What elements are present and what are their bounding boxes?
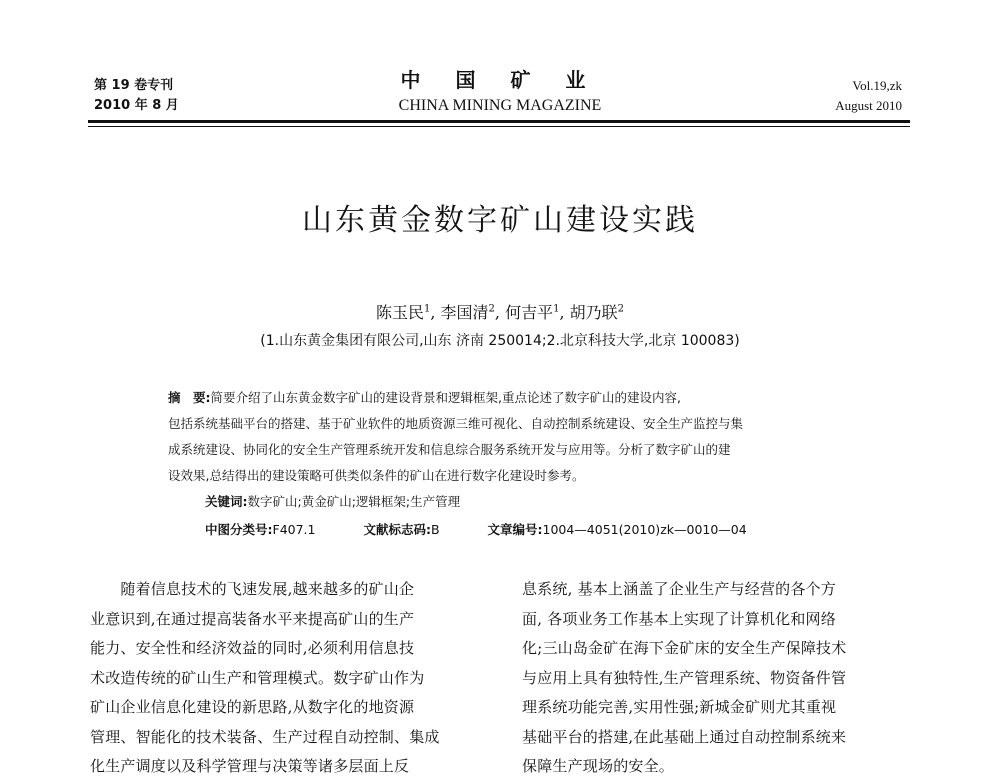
author-name: 何吉平 [505, 303, 554, 322]
author-name: 胡乃联 [569, 303, 618, 322]
author-name: 李国清 [440, 303, 489, 322]
keywords-value: 数字矿山;黄金矿山;逻辑框架;生产管理 [247, 494, 461, 509]
clc-value: F407.1 [272, 522, 316, 537]
body-line: 息系统, 基本上涵盖了企业生产与经营的各个方 [522, 580, 836, 598]
author-name: 陈玉民 [375, 303, 424, 322]
keywords [205, 492, 460, 510]
body-line: 能力、安全性和经济效益的同时,必须利用信息技 [90, 639, 415, 657]
doc-code-label: 文献标志码: [363, 522, 431, 537]
date-label-en: August 2010 [835, 98, 902, 113]
body-line: 理系统功能完善,实用性强;新城金矿则尤其重视 [522, 698, 837, 716]
body-line: 管理、智能化的技术装备、生产过程自动控制、集成 [90, 727, 440, 746]
journal-title [350, 64, 650, 115]
article-number-value: 1004—4051(2010)zk—0010—04 [542, 522, 747, 537]
body-line: 与应用上具有独特性,生产管理系统、物资备件管 [522, 668, 847, 687]
date-label: 2010 年 8 月 [94, 98, 179, 113]
body-line: 矿山企业信息化建设的新思路,从数字化的地资源 [90, 698, 415, 716]
abstract [168, 385, 844, 489]
author-list: 陈玉民$^1$, 李国清$^2$, 何吉平$^1$, 胡乃联$^2$ [375, 303, 625, 322]
author-affil-mark: 1 [553, 303, 560, 315]
volume-label: 第 19 卷专刊 [94, 78, 174, 93]
volume-label-en: Vol.19,zk [852, 78, 902, 93]
classification-line [205, 520, 747, 538]
body-line: 基础平台的搭建,在此基础上通过自动控制系统来 [522, 727, 847, 746]
body-column-right [522, 575, 912, 782]
body-line: 化;三山岛金矿在海下金矿床的安全生产保障技术 [522, 639, 847, 657]
abstract-label: 摘 要: [168, 390, 211, 405]
abstract-line: 包括系统基础平台的搭建、基于矿业软件的地质资源三维可视化、自动控制系统建设、安全生产监控与集 [168, 416, 744, 431]
author-affil-mark: 2 [488, 303, 495, 315]
keywords-label: 关键词: [205, 494, 248, 509]
author-affil-mark: 2 [617, 303, 625, 315]
issue-info [94, 76, 179, 116]
abstract-line: 摘 要:简要介绍了山东黄金数字矿山的建设背景和逻辑框架,重点论述了数字矿山的建设内容, [168, 390, 681, 405]
affiliation: (1.山东黄金集团有限公司,山东 济南 250014;2.北京科技大学,北京 100083) [260, 333, 740, 349]
paper-title: 山东黄金数字矿山建设实践 [302, 203, 698, 238]
header-rule-thin [88, 126, 910, 127]
body-line: 术改造传统的矿山生产和管理模式。数字矿山作为 [90, 668, 425, 687]
author-affil-mark: 1 [423, 303, 431, 315]
issue-info-en [835, 76, 902, 116]
body-line: 随着信息技术的飞速发展,越来越多的矿山企 [90, 580, 415, 598]
body-line: 化生产调度以及科学管理与决策等诸多层面上反 [90, 757, 410, 775]
clc-label: 中图分类号: [205, 522, 273, 537]
journal-name-cn: 中 国 矿 业 [400, 68, 600, 92]
body-column-left [90, 575, 480, 782]
abstract-line: 成系统建设、协同化的安全生产管理系统开发和信息综合服务系统开发与应用等。分析了数字矿山的建 [168, 442, 731, 457]
journal-name-en: CHINA MINING MAGAZINE [398, 97, 602, 114]
abstract-line: 设效果,总结得出的建设策略可供类似条件的矿山在进行数字化建设时参考。 [168, 468, 585, 483]
body-line: 面, 各项业务工作基本上实现了计算机化和网络 [522, 609, 836, 628]
body-line: 业意识到,在通过提高装备水平来提高矿山的生产 [90, 609, 415, 628]
doc-code-value: B [430, 522, 440, 537]
header-rule-thick [88, 120, 910, 123]
body-line: 保障生产现场的安全。 [522, 757, 675, 775]
article-number-label: 文章编号: [487, 522, 543, 537]
